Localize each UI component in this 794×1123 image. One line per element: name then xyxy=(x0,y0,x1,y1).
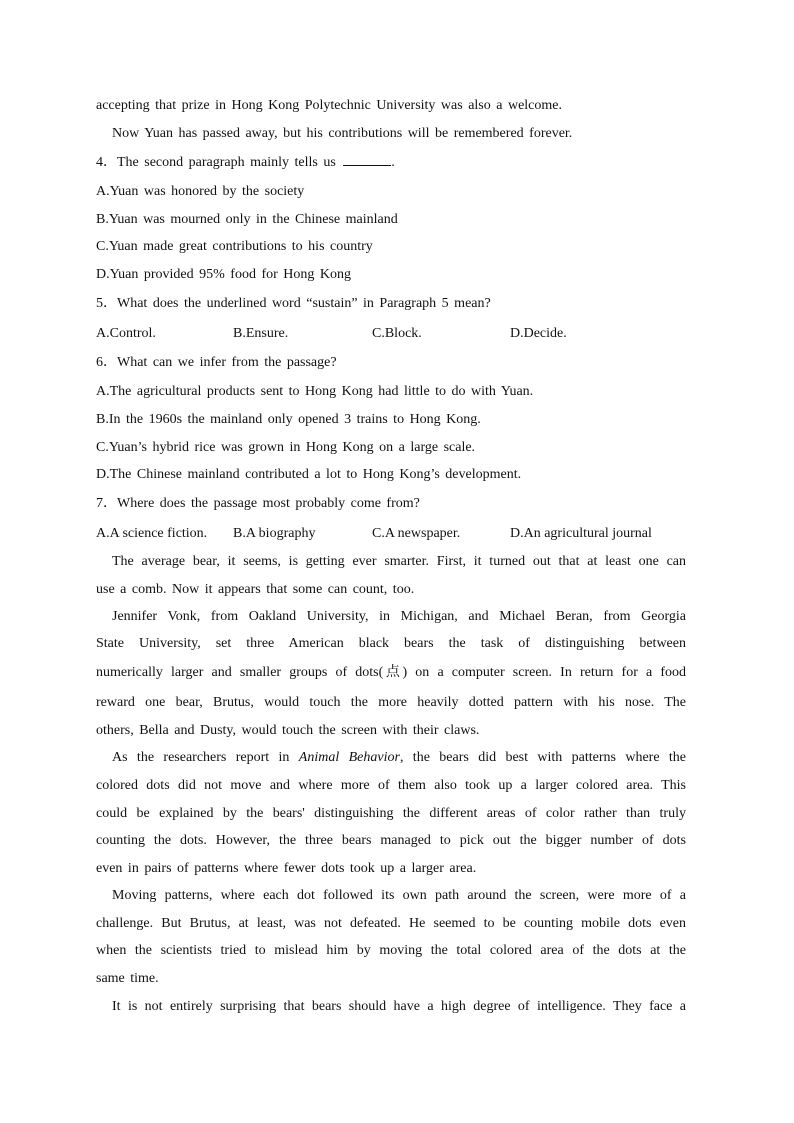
passage-text: As the researchers report in xyxy=(112,750,299,765)
question-5-stem: 5．What does the underlined word “sustain” in Paragraph 5 mean? xyxy=(96,296,491,311)
passage-line: State University, set three American black bears the task of distinguishing between xyxy=(96,636,686,651)
option-4c: C.Yuan made great contributions to his country xyxy=(96,239,373,254)
option-5d: D.Decide. xyxy=(510,326,567,341)
passage-line: challenge. But Brutus, at least, was not defeated. He seemed to be counting mobile dots even xyxy=(96,916,686,931)
option-7b: B.A biography xyxy=(233,526,316,541)
passage-line: The average bear, it seems, is getting ever smarter. First, it turned out that at least one can xyxy=(112,554,686,569)
option-5b: B.Ensure. xyxy=(233,326,289,341)
passage-line: could be explained by the bears' distinguishing the different areas of color rather than truly xyxy=(96,806,686,821)
passage-line: same time. xyxy=(96,971,159,986)
question-stem-end: . xyxy=(391,155,395,170)
option-6a: A.The agricultural products sent to Hong Kong had little to do with Yuan. xyxy=(96,384,534,399)
option-7a: A.A science fiction. xyxy=(96,526,208,541)
question-7-stem: 7．Where does the passage most probably come from? xyxy=(96,496,420,511)
option-6d: D.The Chinese mainland contributed a lot to Hong Kong’s development. xyxy=(96,467,522,482)
passage-line xyxy=(112,749,686,767)
question-4-stem xyxy=(96,153,395,172)
passage-line: counting the dots. However, the three bears managed to pick out the bigger number of dots xyxy=(96,833,686,848)
passage-text: , the bears did best with patterns where the xyxy=(399,750,687,765)
passage-line: colored dots did not move and where more of them also took up a larger colored area. This xyxy=(96,778,686,793)
passage-line: Jennifer Vonk, from Oakland University, in Michigan, and Michael Beran, from Georgia xyxy=(112,609,686,624)
option-7d: D.An agricultural journal xyxy=(510,526,652,541)
passage-line: even in pairs of patterns where fewer dots took up a larger area. xyxy=(96,861,477,876)
option-5c: C.Block. xyxy=(372,326,422,341)
option-4d: D.Yuan provided 95% food for Hong Kong xyxy=(96,267,352,282)
option-6c: C.Yuan’s hybrid rice was grown in Hong Kong on a large scale. xyxy=(96,440,476,455)
option-4b: B.Yuan was mourned only in the Chinese mainland xyxy=(96,212,398,227)
passage-line: use a comb. Now it appears that some can count, too. xyxy=(96,582,415,597)
passage-line: others, Bella and Dusty, would touch the screen with their claws. xyxy=(96,723,480,738)
option-4a: A.Yuan was honored by the society xyxy=(96,184,305,199)
option-5a: A.Control. xyxy=(96,326,156,341)
answer-blank xyxy=(343,153,391,166)
passage-line: Now Yuan has passed away, but his contributions will be remembered forever. xyxy=(112,126,573,141)
question-6-stem: 6．What can we infer from the passage? xyxy=(96,355,337,370)
passage-line: accepting that prize in Hong Kong Polytechnic University was also a welcome. xyxy=(96,98,562,113)
passage-line: numerically larger and smaller groups of dots(点) on a computer screen. In return for a food xyxy=(96,665,686,680)
option-6b: B.In the 1960s the mainland only opened 3 trains to Hong Kong. xyxy=(96,412,481,427)
passage-line: reward one bear, Brutus, would touch the more heavily dotted pattern with his nose. The xyxy=(96,695,686,710)
question-stem-text: 4．The second paragraph mainly tells us xyxy=(96,155,336,170)
option-7c: C.A newspaper. xyxy=(372,526,461,541)
passage-line: It is not entirely surprising that bears should have a high degree of intelligence. They face a xyxy=(112,999,686,1014)
passage-line: Moving patterns, where each dot followed its own path around the screen, were more of a xyxy=(112,888,686,903)
passage-line: when the scientists tried to mislead him by moving the total colored area of the dots at the xyxy=(96,943,686,958)
journal-title: Animal Behavior xyxy=(298,750,400,765)
